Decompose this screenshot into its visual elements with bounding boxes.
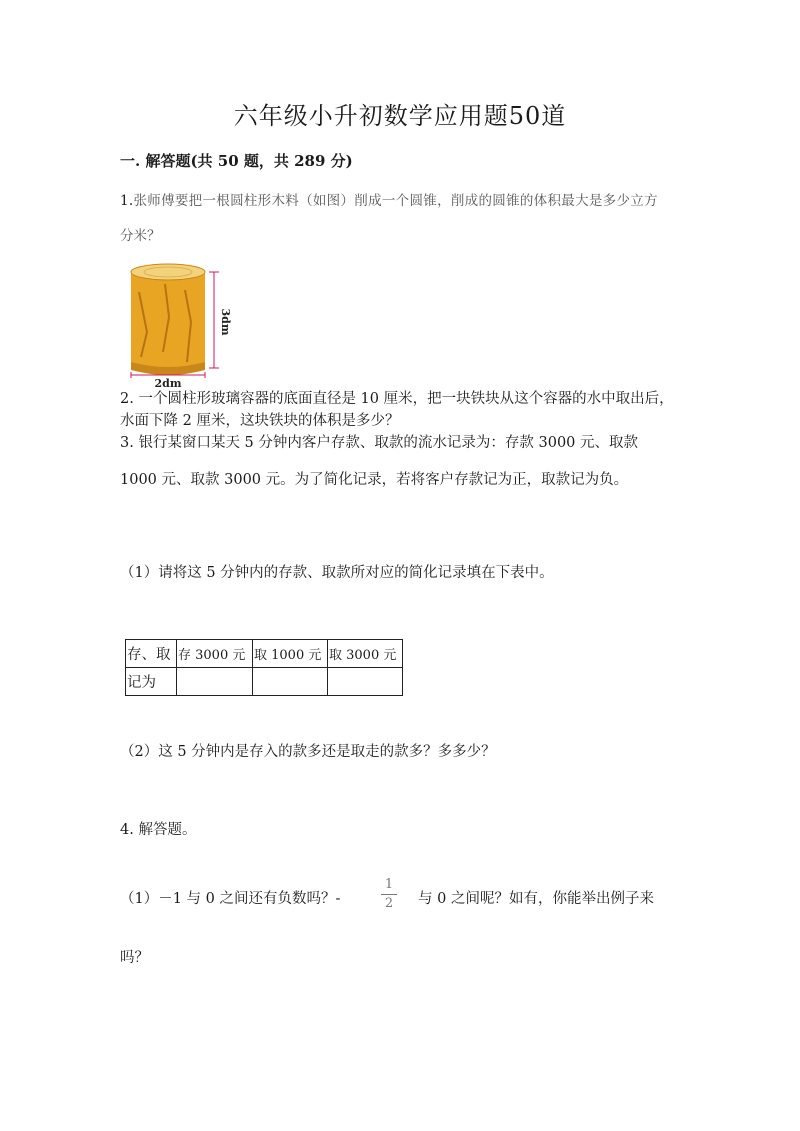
question-2: 2. 一个圆柱形玻璃容器的底面直径是 10 厘米，把一块铁块从这个容器的水中取出后，水面下降 2 厘米，这块铁块的体积是多少？ xyxy=(120,391,674,429)
table-header-text: 存 3000 元 xyxy=(178,648,246,663)
table-header-row xyxy=(126,640,403,668)
section-heading: 一. 解答题(共 50 题，共 289 分) xyxy=(120,152,353,170)
table-header-cell: 存、取 xyxy=(126,640,177,668)
fraction-one-half xyxy=(379,878,399,911)
fraction-bar xyxy=(381,894,397,895)
log-top xyxy=(131,264,205,280)
table-row xyxy=(126,668,403,696)
fraction-numerator: 1 xyxy=(384,877,394,892)
table-blank-cell[interactable] xyxy=(253,668,328,696)
table-header-cell xyxy=(253,640,328,668)
deposit-withdrawal-table xyxy=(125,639,403,696)
table-header-cell xyxy=(328,640,403,668)
question-1-number: 1. xyxy=(120,193,134,209)
question-4-subquestion-1-part-1: （1）－1 与 0 之间还有负数吗？- xyxy=(120,891,341,907)
question-1-line-1 xyxy=(120,189,658,209)
table-blank-cell[interactable] xyxy=(177,668,253,696)
question-3-line-1: 3. 银行某窗口某天 5 分钟内客户存款、取款的流水记录为：存款 3000 元、取款 xyxy=(120,435,639,451)
wood-log-figure xyxy=(125,262,230,390)
table-header-text: 取 1000 元 xyxy=(254,648,322,663)
question-1-text: 张师傅要把一根圆柱形木料（如图）削成一个圆锥，削成的圆锥的体积最大是多少立方 xyxy=(133,193,658,209)
question-4-subquestion-1-part-2: 与 0 之间呢？如有，你能举出例子来 xyxy=(418,891,654,907)
height-label: 3dm xyxy=(219,308,232,336)
fraction-denominator: 2 xyxy=(384,896,394,911)
diameter-label: 2dm xyxy=(154,377,182,390)
table-row-label: 记为 xyxy=(126,668,177,696)
question-3-line-2: 1000 元、取款 3000 元。为了简化记录，若将客户存款记为正，取款记为负。 xyxy=(120,472,629,488)
question-4-heading: 4. 解答题。 xyxy=(120,822,197,838)
table-blank-cell[interactable] xyxy=(328,668,403,696)
question-3-subquestion-2: （2）这 5 分钟内是存入的款多还是取走的款多？多多少？ xyxy=(120,744,496,760)
page-title: 六年级小升初数学应用题50道 xyxy=(233,102,567,130)
question-3-subquestion-1: （1）请将这 5 分钟内的存款、取款所对应的简化记录填在下表中。 xyxy=(120,565,554,581)
table-header-cell xyxy=(177,640,253,668)
question-1-line-2: 分米？ xyxy=(120,228,161,244)
question-4-subquestion-1-end: 吗？ xyxy=(120,950,149,966)
table-header-text: 取 3000 元 xyxy=(329,648,397,663)
